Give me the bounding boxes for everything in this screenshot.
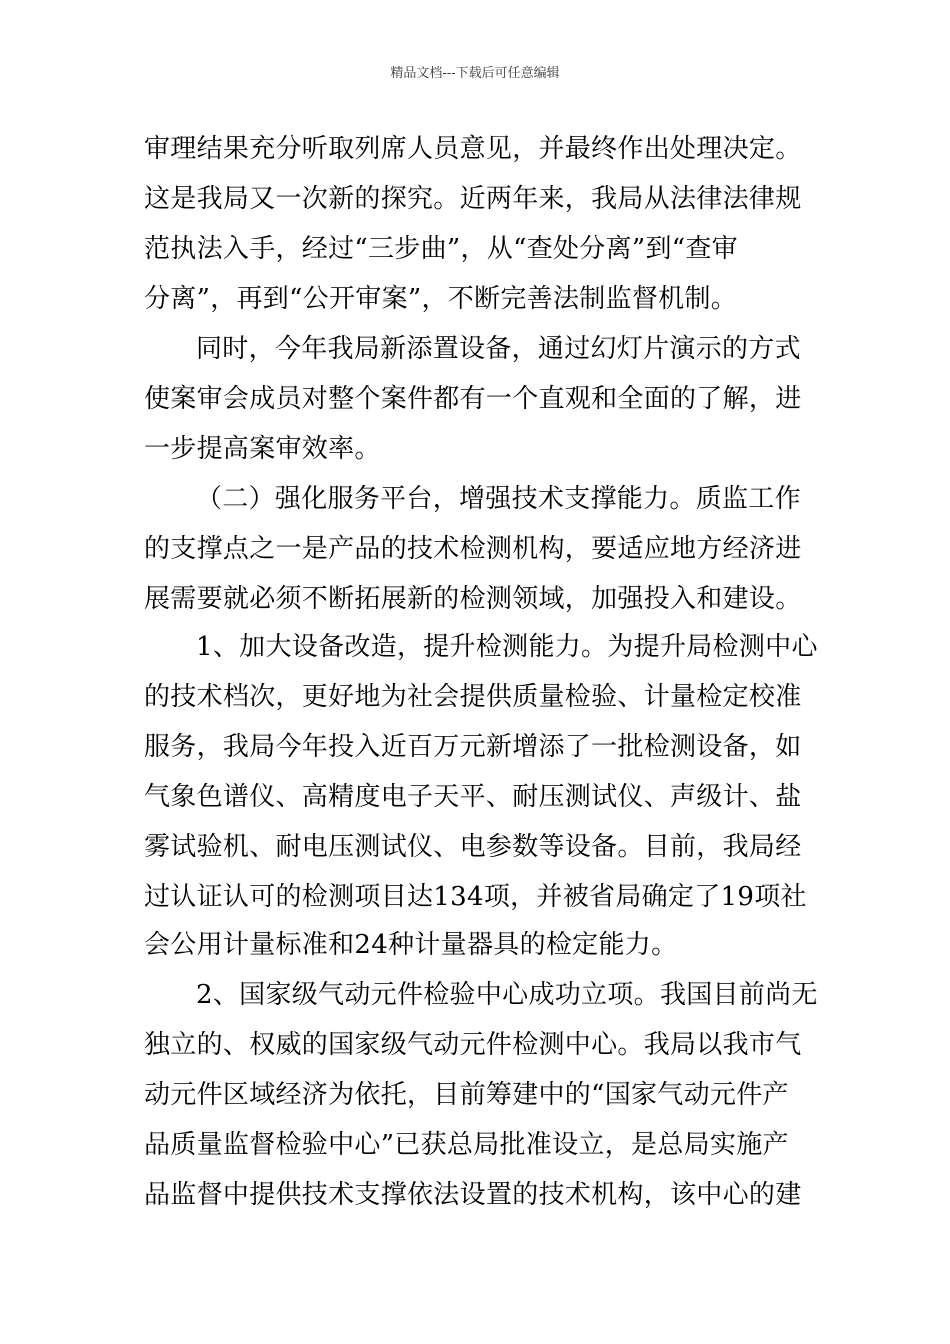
text-line: 这是我局又一次新的探究。近两年来，我局从法律法律规 (144, 184, 802, 214)
paragraph-first-line: 1、加大设备改造，提升检测能力。为提升局检测中心 (196, 632, 818, 662)
text-line: 的技术档次，更好地为社会提供质量检验、计量检定校准 (144, 682, 802, 712)
text-line: 动元件区域经济为依托，目前筹建中的“国家气动元件产 (144, 1080, 789, 1110)
text-line: 品监督中提供技术支撑依法设置的技术机构，该中心的建 (144, 1180, 802, 1210)
text-line: 一步提高案审效率。 (144, 434, 381, 464)
text-line: 会公用计量标准和24种计量器具的检定能力。 (144, 930, 678, 960)
text-line: 分离”，再到“公开审案”，不断完善法制监督机制。 (144, 284, 738, 314)
text-line: 使案审会成员对整个案件都有一个直观和全面的了解，进 (144, 384, 802, 414)
paragraph-first-line: 2、国家级气动元件检验中心成功立项。我国目前尚无 (196, 980, 818, 1010)
text-line: 品质量监督检验中心”已获总局批准设立，是总局实施产 (144, 1130, 789, 1160)
text-line: 过认证认可的检测项目达134项，并被省局确定了19项社 (144, 882, 807, 912)
text-line: 服务，我局今年投入近百万元新增添了一批检测设备，如 (144, 732, 802, 762)
text-line: 的支撑点之一是产品的技术检测机构，要适应地方经济进 (144, 534, 802, 564)
text-line: 独立的、权威的国家级气动元件检测中心。我局以我市气 (144, 1030, 802, 1060)
text-line: 范执法入手，经过“三步曲”，从“查处分离”到“查审 (144, 234, 738, 264)
text-line: 展需要就必须不断拓展新的检测领域，加强投入和建设。 (144, 584, 802, 614)
paragraph-first-line: 同时，今年我局新添置设备，通过幻灯片演示的方式 (196, 334, 801, 364)
text-line: 气象色谱仪、高精度电子天平、耐压测试仪、声级计、盐 (144, 782, 802, 812)
section-heading-line: （二）强化服务平台，增强技术支撑能力。质监工作 (196, 484, 801, 514)
text-line: 雾试验机、耐电压测试仪、电参数等设备。目前，我局经 (144, 832, 802, 862)
text-line: 审理结果充分听取列席人员意见，并最终作出处理决定。 (144, 134, 802, 164)
page-header: 精品文档---下载后可任意编辑 (390, 66, 560, 81)
